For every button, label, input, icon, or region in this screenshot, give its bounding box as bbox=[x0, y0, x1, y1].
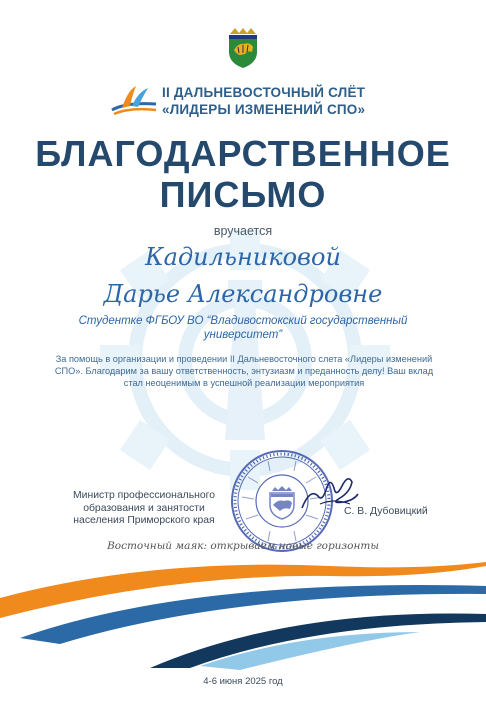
decorative-waves-icon bbox=[0, 548, 486, 678]
event-title-line-2: «ЛИДЕРЫ ИЗМЕНЕНИЙ СПО» bbox=[162, 102, 366, 117]
awarded-label: вручается bbox=[213, 224, 273, 238]
minister-title-line-3: населения Приморского края bbox=[73, 515, 215, 527]
minister-title bbox=[54, 490, 234, 528]
minister-title-line-1: Министр профессионального bbox=[73, 490, 215, 501]
recipient-position: Студентке ФГБОУ ВО “Владивостокский государственный университет” bbox=[78, 315, 408, 341]
document-title-line-2: ПИСЬМО bbox=[159, 174, 327, 215]
recipient-given-names: Дарье Александровне bbox=[103, 280, 383, 308]
document-title-line-1: БЛАГОДАРСТВЕННОЕ bbox=[35, 133, 451, 174]
gratitude-text: За помощь в организации и проведении II Дальневосточного слета «Лидеры изменений СПО». Благодарим за вашу ответственность, энтузиазм и преданность делу! Ваш вклад стал неоценимым в успешной реализации мероприятия bbox=[54, 354, 434, 389]
event-title-line-1: II ДАЛЬНЕВОСТОЧНЫЙ СЛЁТ bbox=[162, 85, 366, 100]
signer-name: С. В. Дубовицкий bbox=[344, 506, 428, 517]
event-date: 4-6 июня 2025 год bbox=[203, 676, 283, 687]
coat-of-arms-icon bbox=[226, 28, 260, 68]
recipient-surname: Кадильниковой bbox=[145, 243, 341, 271]
minister-title-line-2: образования и занятости bbox=[83, 502, 205, 514]
slogan: Восточный маяк: открываем новые горизонты bbox=[107, 540, 379, 552]
event-logo-icon bbox=[108, 82, 160, 118]
